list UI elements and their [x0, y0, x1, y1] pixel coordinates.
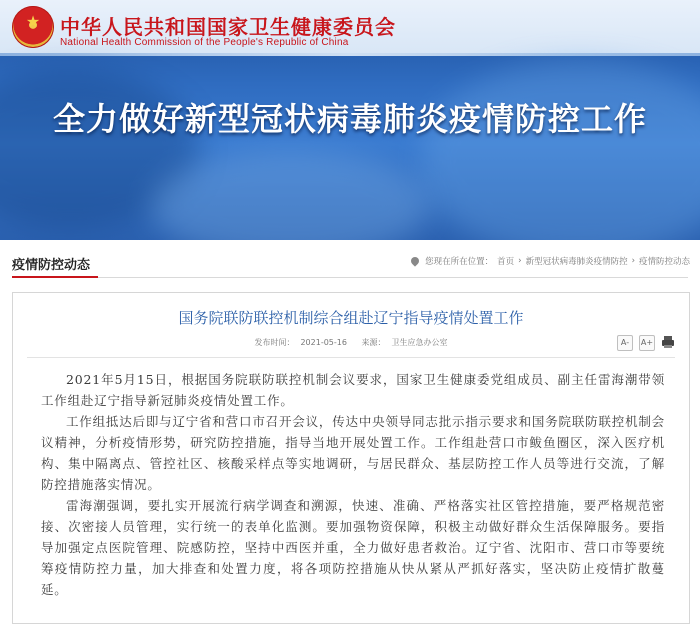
article-paragraph: 雷海潮强调，要扎实开展流行病学调查和溯源，快速、准确、严格落实社区管控措施，要严格规范密接、次密接人员管理，实行统一的表单化监测。要加强物资保障，积极主动做好群众生活保障服务。要指导加强定点医院管理、院感防控，坚持中西医并重，全力做好患者救治。辽宁省、沈阳市、营口市等要统筹疫情防控力量，加大排查和处置力度，将各项防控措施从快从紧从严抓好落实，坚决防止疫情扩散蔓延。 [41, 498, 665, 597]
header-banner [0, 0, 700, 240]
breadcrumb-separator: › [518, 256, 522, 266]
breadcrumb-item-home[interactable]: 首页 [497, 257, 515, 267]
location-pin-icon [409, 255, 420, 266]
article-paragraph: 2021年5月15日，根据国务院联防联控机制会议要求，国家卫生健康委党组成员、副主任雷海潮带领工作组赴辽宁指导新冠肺炎疫情处置工作。 [41, 372, 665, 408]
article-divider [27, 357, 675, 358]
font-decrease-button[interactable]: A- [617, 335, 633, 351]
breadcrumb [411, 255, 690, 267]
article-meta [13, 337, 689, 348]
section-divider [12, 277, 688, 278]
section-title: 疫情防控动态 [12, 258, 91, 273]
org-name-en[interactable]: National Health Commission of the People's Republic of China [60, 37, 349, 48]
source-name: 卫生应急办公室 [391, 338, 448, 347]
banner-headline: 全力做好新型冠状病毒肺炎疫情防控工作 [52, 100, 647, 138]
publish-date: 2021-05-16 [300, 338, 347, 347]
breadcrumb-item-covid[interactable]: 新型冠状病毒肺炎疫情防控 [525, 257, 628, 267]
breadcrumb-separator: › [631, 256, 635, 266]
article-panel [12, 292, 690, 624]
article-paragraph: 工作组抵达后即与辽宁省和营口市召开会议，传达中央领导同志批示指示要求和国务院联防联控机制会议精神，分析疫情形势，研究防控措施，指导当地开展处置工作。工作组赴营口市鲅鱼圈区，深入医疗机构、集中隔离点、管控社区、核酸采样点等实地调研，与居民群众、基层防控工作人员等进行交流，了解防控措施落实情况。 [41, 414, 665, 492]
font-increase-button[interactable]: A+ [639, 335, 655, 351]
print-icon[interactable] [661, 335, 675, 349]
breadcrumb-item-current[interactable]: 疫情防控动态 [638, 257, 690, 267]
section-title-underline [12, 276, 98, 278]
article-title: 国务院联防联控机制综合组赴辽宁指导疫情处置工作 [178, 309, 524, 327]
national-emblem-icon[interactable]: ★ [12, 6, 54, 48]
publish-label: 发布时间： [254, 338, 295, 347]
banner-glow [420, 60, 700, 240]
font-size-controls [617, 335, 655, 351]
article-body [41, 369, 665, 600]
source-label: 来源： [361, 338, 386, 347]
breadcrumb-prefix: 您现在所在位置： [425, 257, 494, 267]
org-name-cn[interactable]: 中华人民共和国国家卫生健康委员会 [60, 15, 396, 39]
